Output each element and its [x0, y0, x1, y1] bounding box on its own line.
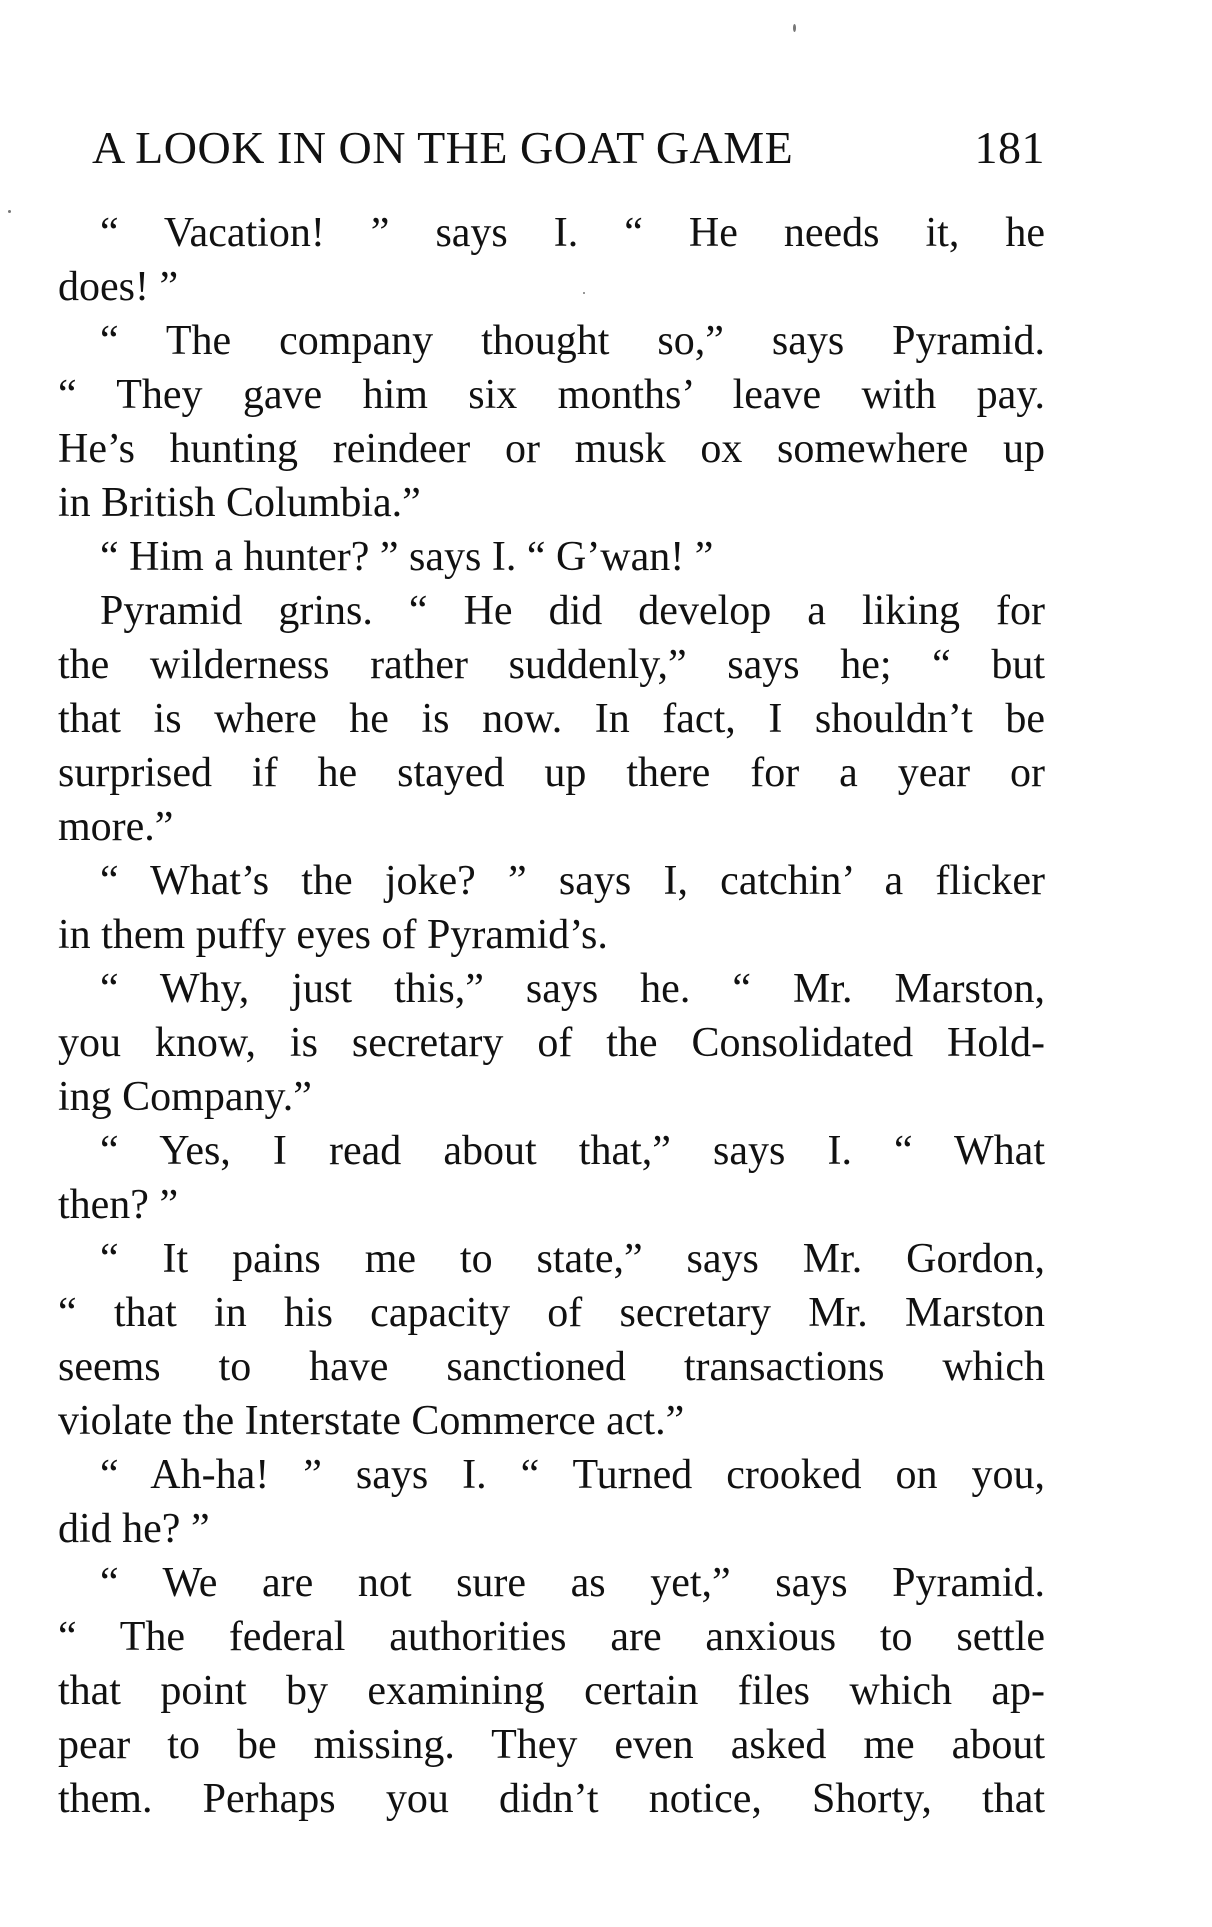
text-line: that is where he is now. In fact, I shouldn’t be: [58, 696, 1045, 742]
text-line: ing Company.”: [58, 1074, 312, 1120]
text-line: them. Perhaps you didn’t notice, Shorty, that: [58, 1776, 1045, 1822]
text-line: violate the Interstate Commerce act.”: [58, 1398, 685, 1444]
text-line: that point by examining certain files which ap-: [58, 1668, 1045, 1714]
text-line: “ They gave him six months’ leave with pay.: [58, 372, 1045, 418]
text-line: you know, is secretary of the Consolidated Hold-: [58, 1020, 1045, 1066]
text-line: seems to have sanctioned transactions which: [58, 1344, 1045, 1390]
text-line: “ It pains me to state,” says Mr. Gordon,: [100, 1236, 1045, 1282]
text-line: pear to be missing. They even asked me about: [58, 1722, 1045, 1768]
text-line: “ Ah-ha! ” says I. “ Turned crooked on you,: [100, 1452, 1045, 1498]
running-title: A LOOK IN ON THE GOAT GAME: [92, 122, 794, 173]
paper-speck: [8, 210, 11, 213]
text-line: He’s hunting reindeer or musk ox somewhere up: [58, 426, 1045, 472]
text-line: “ Why, just this,” says he. “ Mr. Marston,: [100, 966, 1045, 1012]
text-line: does! ”: [58, 264, 179, 310]
text-line: “ What’s the joke? ” says I, catchin’ a flicker: [100, 858, 1045, 904]
text-line: then? ”: [58, 1182, 179, 1228]
text-line: “ We are not sure as yet,” says Pyramid.: [100, 1560, 1045, 1606]
text-line: surprised if he stayed up there for a year or: [58, 750, 1045, 796]
text-line: “ The company thought so,” says Pyramid.: [100, 318, 1045, 364]
paper-speck: [793, 24, 796, 32]
text-line: in them puffy eyes of Pyramid’s.: [58, 912, 608, 958]
text-line: the wilderness rather suddenly,” says he; “ but: [58, 642, 1045, 688]
page-number: 181: [974, 122, 1045, 173]
text-line: more.”: [58, 804, 174, 850]
text-line: “ Him a hunter? ” says I. “ G’wan! ”: [100, 534, 714, 580]
body-text: [58, 206, 1045, 1826]
text-line: Pyramid grins. “ He did develop a liking for: [100, 588, 1045, 634]
running-header: [92, 118, 1045, 178]
text-line: did he? ”: [58, 1506, 210, 1552]
text-line: “ Vacation! ” says I. “ He needs it, he: [100, 210, 1045, 256]
text-line: in British Columbia.”: [58, 480, 421, 526]
text-line: “ The federal authorities are anxious to settle: [58, 1614, 1045, 1660]
text-line: “ that in his capacity of secretary Mr. Marston: [58, 1290, 1045, 1336]
text-line: “ Yes, I read about that,” says I. “ What: [100, 1128, 1045, 1174]
